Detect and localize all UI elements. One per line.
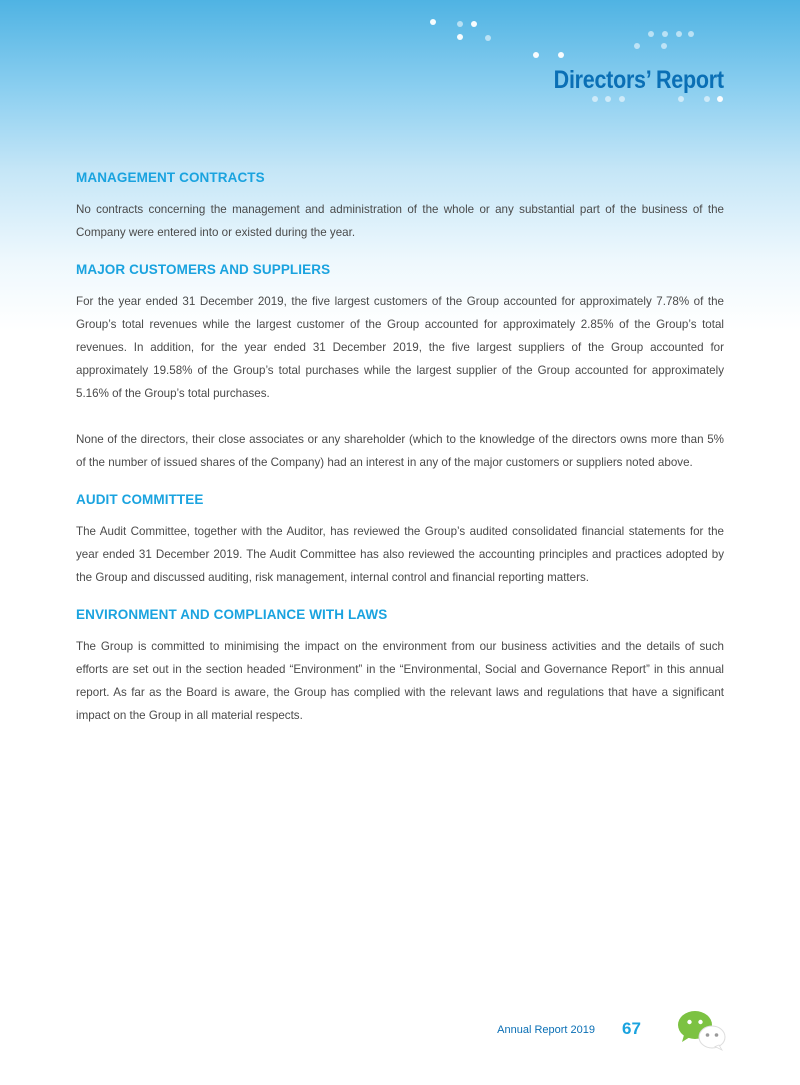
paragraph: For the year ended 31 December 2019, the five largest customers of the Group accounted for approximately 7.78% of the Group’s total revenues while the largest customer of the Group accounted for approximately 2.85% of the Group’s total revenues. In addition, for the year ended 31 December 2019, the five largest suppliers of the Group accounted for approximately 19.58% of the Group’s total purchases while the largest supplier of the Group accounted for approximately 5.16% of the Group’s total purchases.	[76, 295, 724, 400]
decor-dot	[533, 52, 539, 58]
wechat-logo-icon	[676, 1008, 728, 1052]
decor-dot	[676, 31, 682, 37]
decor-dot	[485, 35, 491, 41]
section-audit-committee	[76, 492, 724, 589]
decor-dot	[661, 43, 667, 49]
page-number: 67	[622, 1019, 641, 1038]
decor-dot	[430, 19, 436, 25]
section-heading: AUDIT COMMITTEE	[76, 492, 204, 507]
paragraph: The Audit Committee, together with the Auditor, has reviewed the Group’s audited consolidated financial statements for the year ended 31 December 2019. The Audit Committee has also reviewed the accounting principles and practices adopted by the Group and discussed auditing, risk management, internal control and financial reporting matters.	[76, 525, 724, 584]
decor-dot	[678, 96, 684, 102]
decor-dot	[634, 43, 640, 49]
decor-dot	[688, 31, 694, 37]
decor-dot	[457, 21, 463, 27]
decor-dot	[619, 96, 625, 102]
section-heading: MAJOR CUSTOMERS AND SUPPLIERS	[76, 262, 331, 277]
paragraph: None of the directors, their close associates or any shareholder (which to the knowledge of the directors owns more than 5% of the number of issued shares of the Company) had an interest in any of the major customers or suppliers noted above.	[76, 433, 724, 469]
decor-dot	[471, 21, 477, 27]
decor-dot	[457, 34, 463, 40]
document-body	[76, 170, 724, 745]
decor-dot	[648, 31, 654, 37]
decor-dot	[605, 96, 611, 102]
decor-dot	[717, 96, 723, 102]
section-environment-compliance	[76, 607, 724, 727]
decor-dot	[704, 96, 710, 102]
decor-dot	[592, 96, 598, 102]
section-management-contracts	[76, 170, 724, 244]
section-heading: ENVIRONMENT AND COMPLIANCE WITH LAWS	[76, 607, 388, 622]
footer-report-label: Annual Report 2019	[497, 1024, 595, 1036]
paragraph: No contracts concerning the management and administration of the whole or any substantial part of the business of the Company were entered into or existed during the year.	[76, 203, 724, 239]
page-title: Directors’ Report	[553, 66, 724, 94]
section-heading: MANAGEMENT CONTRACTS	[76, 170, 265, 185]
section-major-customers-suppliers	[76, 262, 724, 474]
decor-dot	[558, 52, 564, 58]
decor-dot	[662, 31, 668, 37]
paragraph: The Group is committed to minimising the impact on the environment from our business activities and the details of such efforts are set out in the section headed “Environment” in the “Environmental, Social and Governance Report” in this annual report. As far as the Board is aware, the Group has complied with the relevant laws and regulations that have a significant impact on the Group in all material respects.	[76, 640, 724, 722]
